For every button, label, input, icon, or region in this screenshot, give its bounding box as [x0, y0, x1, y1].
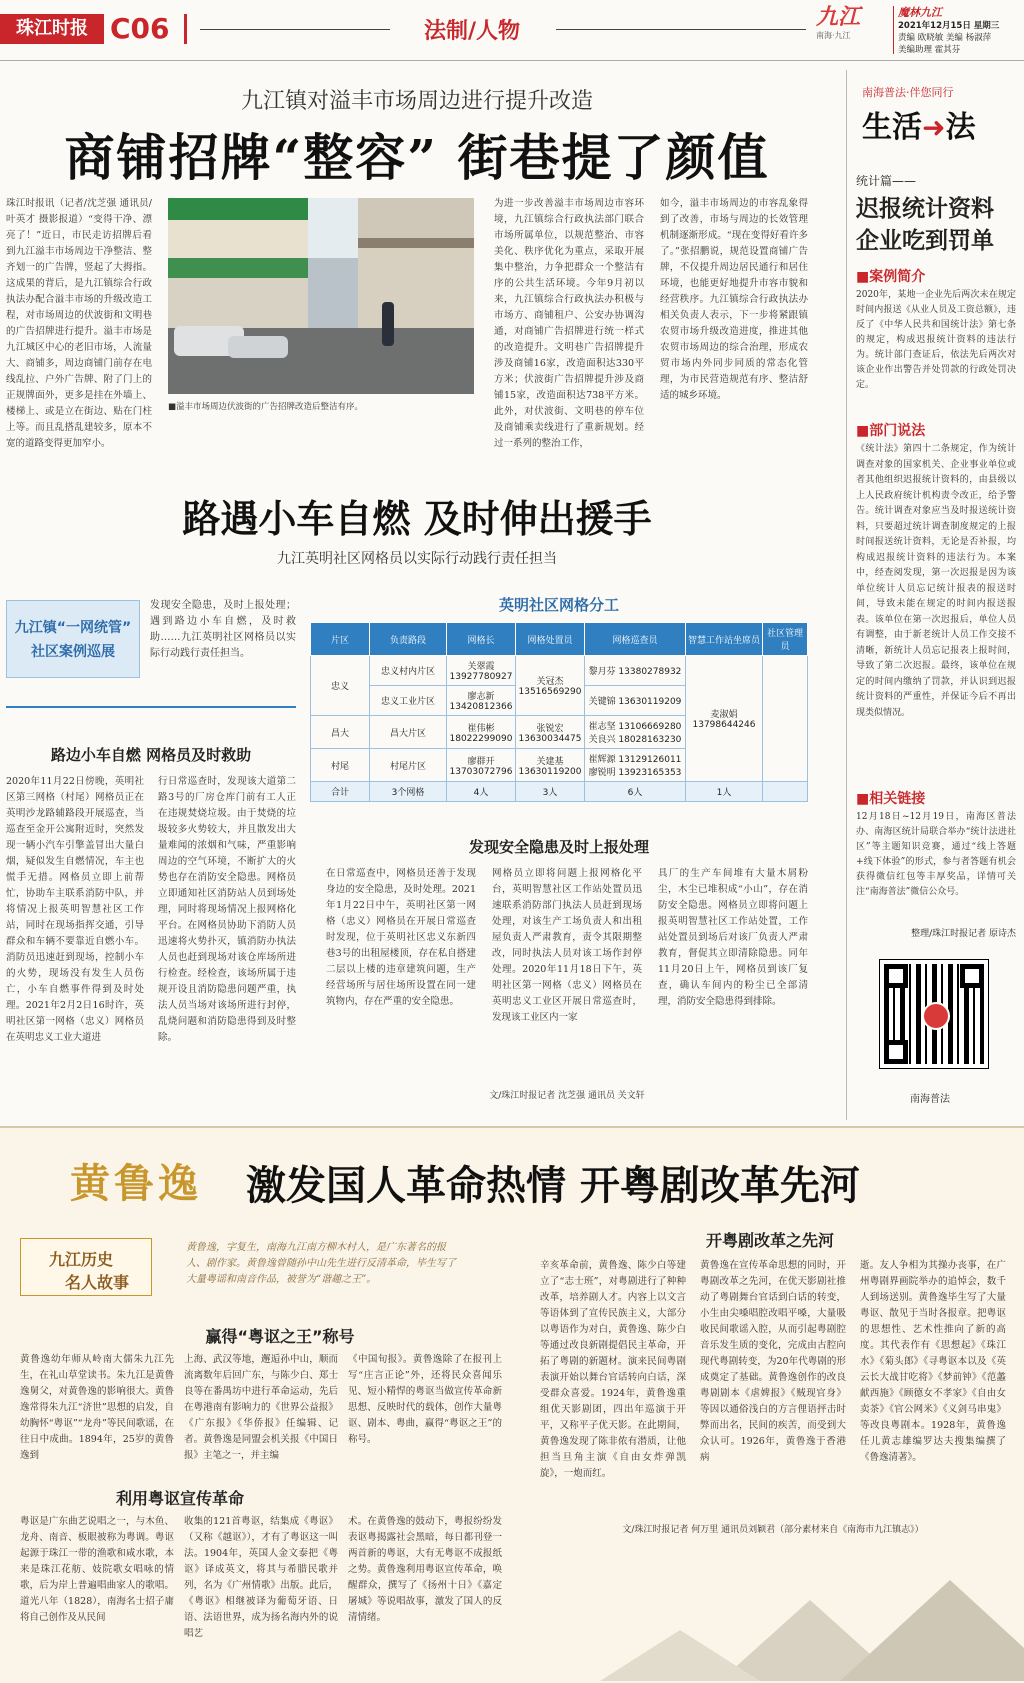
header-rule [0, 60, 1024, 61]
region-logo [816, 6, 890, 48]
article3-name: 黄鲁逸 [70, 1160, 202, 1207]
sidebar-s1-title: ■案例简介 [856, 269, 926, 285]
sidebar-logo [862, 102, 1002, 152]
cell-head: 廖志新 13420812366 [447, 686, 516, 716]
photo-right-building [358, 198, 474, 348]
grid-table [310, 622, 808, 802]
article2-sub1: 路边小车自燃 网格员及时救助 [50, 746, 252, 764]
masthead-rule-left [200, 29, 390, 30]
mountain [600, 1630, 760, 1681]
th-head: 网格长 [447, 623, 516, 656]
badge-line1: 九江镇“一网统管” [14, 620, 132, 636]
cell-manager [763, 656, 808, 782]
cell-total-patrol: 6人 [585, 782, 686, 802]
photo-pedestrian [382, 302, 394, 346]
th-road: 负责路段 [370, 623, 447, 656]
cell-disposer: 关建基 13630119200 [516, 749, 585, 782]
article3-body8: 黄鲁逸在宣传革命思想的同时，开粤剧改革之先河，在优天影剧社推动了粤剧舞台官话到白话的转变，小生由尖嗓唱腔改唱平嗓，大量吸收民间歌谣入腔，从而引起粤剧腔音乐发生质的变化，完成由古腔向现代粤剧转变，为20年代粤剧的形成奠定了基础。黄鲁逸创作的改良粤剧剧本《虐婢报》《贼现官身》等因以通俗浅白的方言俚语抨击时弊而出名，民间的疾苦，而受到大众认可。1926年，黄鲁逸于香港病 [700, 1260, 846, 1463]
cell-road: 村尾片区 [370, 749, 447, 782]
mountain [840, 1580, 1024, 1681]
th-disposer: 网格处置员 [516, 623, 585, 656]
sidebar-s3-title: ■相关链接 [856, 791, 926, 807]
article2-body2: 行日常巡查时，发现该大道第二路3号的厂房仓库门前有工人正在违规焚烧垃圾。由于焚烧的垃圾较多火势较大，并且散发出大量难闻的浓烟和气味，严重影响周边的空气环境，不断扩大的火势也存在消防安全隐患。网格员立即通知社区消防站人员到场处理，同时将现场情况上报网格化平台。在网格员协助下消防人员迅速将火势扑灭，镇消防办执法人员也赶到现场对该仓库场所进行检查。经检查，该场所属于违规开设且消防隐患问题严重，执法人员当场对该场所进行封停，乱烧问题和消防隐患得到及时整除。 [158, 776, 296, 1043]
th-manager: 社区管理员 [763, 623, 808, 656]
page-number: C06 [110, 12, 170, 45]
region-name: 魔林九江 [898, 6, 942, 19]
article3-headline: 激发国人革命热情 开粤剧改革先河 [246, 1162, 860, 1209]
cell-total-label: 合计 [311, 782, 370, 802]
cell-total-manager [763, 782, 808, 802]
article3-sub1: 赢得“粤讴之王”称号 [205, 1327, 355, 1346]
sidebar-series: 统计篇—— [856, 174, 917, 188]
sidebar-tag: 南海普法·伴您同行 [862, 86, 954, 99]
section-rule [6, 706, 296, 708]
cell-road: 忠义工业片区 [370, 686, 447, 716]
article1-headline: 商铺招牌“整容” 街巷提了颜值 [64, 128, 770, 187]
article3-body4: 粤讴是广东曲艺说唱之一，与木鱼、龙舟、南音、板眼被称为粤调。粤讴起源于珠江一带的渔歌和咸水歌，本来是珠江花舫、妓院歌女唱咏的情歌，后为岸上普遍唱曲家人的歌唱。道光八年（1828），南海名士招子庸将自己创作及从民间 [20, 1516, 174, 1623]
badge-line2: 社区案例巡展 [31, 644, 115, 660]
table-total-row [311, 782, 808, 802]
cell-total-seat: 1人 [686, 782, 763, 802]
cell-head: 崔伟彬 18022299090 [447, 716, 516, 749]
editor-assistant: 美编助理 霍其芬 [898, 45, 961, 55]
cell-seat: 麦淑娟 13798644246 [686, 656, 763, 782]
cell-head: 廖群开 13703072796 [447, 749, 516, 782]
cell-total-disposer: 3人 [516, 782, 585, 802]
article3-sub2: 利用粤讴宣传革命 [115, 1489, 244, 1508]
qr-corner [960, 964, 984, 988]
cell-head: 关翠霞 13927780927 [447, 656, 516, 686]
cell-patrol: 崔辉源 13129126011 廖锐明 13923165353 [585, 749, 686, 782]
sidebar-s2-text: 《统计法》第四十二条规定，作为统计调查对象的国家机关、企业事业单位或者其他组织迟报统计资料的，由县级以上人民政府统计机构责令改正，给予警告。统计调查对象应当及时报送统计资料，只要超过统计调查制度规定的上报时间报送统计资料，无论是否补报，均构成迟报统计资料的违法行为。本案中，经查阅发现，第一次迟报是因为该单位统计人员忘记统计报表的报送时间，导致未能在规定的时间内报送报表。该单位在第一次迟报后，单位人员有调整，由于新老统计人员工作交接不清晰，新统计人员忘记报表上报时间，导致了第二次迟报。最终，该单位在规定的时间内缴纳了罚款，并认识到迟报统计资料的严重性，并保证今后不再出现类似情况。 [856, 444, 1016, 718]
cell-road: 忠义村内片区 [370, 656, 447, 686]
sidebar-s3-text: 12月18日~12月19日，南海区普法办、南海区统计局联合举办“统计法进社区”等主题知识竞赛，通过“线上答题+线下体验”的形式，参与者答题有机会获得微信红包等丰厚奖品，详情可关注“南海普法”微信公众号。 [856, 812, 1016, 897]
landscape-illustration [540, 1560, 1024, 1681]
article3-body9: 逝。友人争相为其操办丧事，在广州粤剧界画院举办的追悼会，数千人到场送别。黄鲁逸毕生写了大量粤讴、散见于当时各报章。把粤讴的思想性、艺术性推向了新的高度。其代表作有《思想起》《珠江水》《菊头郎》《寻粤讴本以及《英云长大战甘吃将》《梦前钟》《范蠡献西施》《顾德女不孝家》《自由女卖茶》《官公网米》《义剑马串鬼》等改良粤剧本。1928年，黄鲁逸任儿黄志雄编罗达夫搜集编撰了《鲁逸清著》。 [860, 1260, 1006, 1463]
cell-patrol: 黎月芬 13380278932 [585, 656, 686, 686]
article3-credit: 文/珠江时报记者 何万里 通讯员刘颖君（部分素材来自《南海市九江镇志》） [622, 1525, 924, 1535]
column-badge [20, 1238, 152, 1296]
cell-total-grid: 3个网格 [370, 782, 447, 802]
th-patrol: 网格巡查员 [585, 623, 686, 656]
law-arrow-icon: ➜ [922, 111, 946, 144]
sidebar-rule [846, 70, 847, 1120]
sidebar-s3-credit: 整理/珠江时报记者 原诗杰 [911, 929, 1016, 939]
article1-col1: 珠江时报讯（记者/沈芝强 通讯员/叶英才 摄影报道）“变得干净、漂亮了！”近日，市民走访招牌后看到九江溢丰市场周边干净整洁、整齐划一的广告牌，竖起了大拇指。这成果的背后，是九江镇综合行政执法办配合溢丰市场的升级改造工程，对市场周边的伏波街和文明巷的广告招牌进行提升。溢丰市场是九江城区中心的老旧市场，人流量大、商铺多，周边商铺门前存在电线乱拉、户外广告牌、附了门上的正规牌面外，更多是挂在外墙上、楼梯上、或是立在街边、贴在门柱上等。而且乱搭乱建较多，原本不宽的道路变得更加窄小。 [6, 198, 152, 449]
cell-zone: 村尾 [311, 749, 370, 782]
cell-zone: 昌大 [311, 716, 370, 749]
table-header-row [311, 623, 808, 656]
article3-body7: 辛亥革命前，黄鲁逸、陈少白等建立了“志士班”，对粤剧进行了种种改革，培养剧人才。内容上以文言等语体到了宣传民族主义，大部分以粤语作为对白，黄鲁逸、陈少白等通过改良新剧提倡民主革命，开拓了粤剧的新题材。演来民间粤剧表演开始以舞台官话转向白话，深受群众喜爱。1924年，黄鲁逸重组优天影剧团，四出年巡演于开平，又称平子优天影。在此期间，黄鲁逸发现了陈非侬有潜质，让他担当旦角主演《自由女炸弹凯旋》，一炮而红。 [540, 1260, 686, 1479]
article3-body5: 收集的121首粤讴，结集成《粤讴》（又称《越讴》），才有了粤讴这一叫法。1904年，英国人金文泰把《粤讴》译成英文，将其与希腊民歌并列，名为《广州情歌》出版。此后，《粤讴》相继被译为葡萄牙语、日语、法语世界，成为扬名海内外的说唱艺 [184, 1516, 338, 1639]
photo-car [228, 336, 288, 358]
article2-body3: 在日常巡查中，网格员还善于发现身边的安全隐患，及时处理。2021年1月22日中午，英明社区第一网格（忠义）网格员在开展日常巡查时发现，位于英明社区忠义东新四巷3号的出租屋楼顶，存在私自搭建二层以上楼的违章建筑问题，生产经营场所与居住场所设置在同一建筑物内，存在严重的安全隐患。 [326, 868, 476, 1007]
cell-patrol: 关键锦 13630119209 [585, 686, 686, 716]
article3-body3: 《中国旬报》。黄鲁逸除了在报刊上写“庄言正论”外，还将民众喜闻乐见、短小精悍的粤讴当做宣传革命新思想、反映时代的载体，创作大量粤讴、剧本、粤曲，赢得“粤讴之王”的称号。 [348, 1354, 502, 1445]
series-badge [6, 600, 140, 678]
logo-caption: 南海·九江 [816, 31, 851, 40]
article1-col2: 为进一步改善溢丰市场周边市容环境，九江镇综合行政执法部门联合市场所属单位，以规范整治、市容美化、秩序优化为重点，采取开展集中整治，力争把群众一个整洁有序的公共生活环境。今年9月初以来，九江镇综合行政执法办积极与市场方、商铺租户、公安办协调沟通，对商铺广告招牌进行统一样式的改造提升。文明巷广告招牌提升涉及商铺16家，改造面积达330平方米；伏波街广告招牌提升涉及商铺15家，改造面积达738平方米。此外，对伏波街、文明巷的停车位及商铺乘卖线进行了重新规划。经过一系列的整治工作， [494, 198, 644, 449]
article2-body5: 具厂的生产车间堆有大量木屑粉尘，木尘已堆积成“小山”，存在消防安全隐患。网格员立即将问题上报英明智慧社区工作站处置，工作站处置员到场后对该厂负责人严肃教育，督促其立即清除隐患。同年11月20日上午，网格员到该厂复查，确认车间内的粉尘已全部清理，消防安全隐患得到排除。 [658, 868, 808, 1007]
article3-intro: 黄鲁逸，字复生，南海九江南方柳木村人，是广东著名的报人、剧作家。黄鲁逸曾随孙中山先生进行反清革命，毕生写了大量粤谣和南音作品，被誉为“谐趣之王”。 [186, 1242, 456, 1285]
logo-right: 法 [945, 110, 976, 145]
editor-credits: 责编 欧晓敏 美编 杨淑萍 [898, 33, 992, 43]
article2-headline: 路遇小车自燃 及时伸出援手 [182, 496, 652, 541]
section-title: 法制/人物 [423, 19, 521, 44]
article2-body1: 2020年11月22日傍晚，英明社区第三网格（村尾）网格员正在英明沙龙路辅路段开展巡查，当巡查至金开公寓附近时，突然发现一辆小汽车引擎盖冒出大量白烟，疑似发生自燃情况，车主也慌手无措。网格员立即上前帮忙，协助车主联系消防中队，并将情况上报英明智慧社区工作站，同时在现场指挥交通，引导群众和车辆不要靠近自燃小车。消防员迅速赶到现场，控制小车的火势，现场没有发生人员伤亡，小车自燃事件得到及时处理。2021年2月2日16时许，英明社区第一网格（忠义）网格员在英明忠义工业大道进 [6, 776, 144, 1043]
article3-body2: 上海、武汉等地，邂逅孙中山，顺而流离数年后回广东，与陈少白、郑士良等在番禺坊中进行革命运动，先后在粤港南有影响力的《世界公益报》《广东报》《华侨报》任编辑、记者。黄鲁逸是同盟会机关报《中国日报》主笔之一，并主编 [184, 1354, 338, 1460]
cell-disposer: 关冠杰 13516569290 [516, 656, 585, 716]
paper-logo: 珠江时报 [0, 14, 104, 44]
cell-patrol: 崔志坚 13106669280 关良兴 18028163230 [585, 716, 686, 749]
issue-date: 2021年12月15日 星期三 [898, 21, 1000, 31]
column-badge-line1: 九江历史 [49, 1250, 114, 1269]
qr-code[interactable] [880, 960, 988, 1068]
cell-zone: 忠义 [311, 656, 370, 716]
logo-mark: 九江 [816, 5, 861, 30]
qr-caption: 南海普法 [910, 1094, 950, 1105]
article3-body1: 黄鲁逸幼年师从岭南大儒朱九江先生，在礼山草堂读书。朱九江是黄鲁逸舅父，对黄鲁逸的影响很大。黄鲁逸常得朱九江“济世”思想的启发，自幼胸怀“粤讴”“龙舟”等民间歌谣，在往日中成曲。1894年，25岁的黄鲁逸到 [20, 1354, 174, 1460]
article2-credit: 文/珠江时报记者 沈芝强 通讯员 关文轩 [489, 1091, 645, 1101]
sidebar-headline-1: 迟报统计资料 [856, 195, 994, 222]
divider [184, 14, 187, 44]
article2-intro: 发现安全隐患，及时上报处理；遇到路边小车自燃，及时救助……九江英明社区网格员以实际行动践行责任担当。 [150, 600, 296, 659]
qr-center-logo [922, 1002, 950, 1030]
cell-road: 昌大片区 [370, 716, 447, 749]
logo-left: 生活 [862, 110, 922, 145]
cell-disposer: 张锐宏 13630034475 [516, 716, 585, 749]
article3-body6: 术。在黄鲁逸的鼓动下，粤报纷纷发表讴粤揭露社会黑暗，每日都刊登一两首新的粤讴，大有无粤讴不成报纸之势。黄鲁逸利用粤讴宣传革命，唤醒群众，撰写了《扬州十日》《嘉定屠城》等说唱故事，激发了国人的反清情绪。 [348, 1516, 502, 1623]
article1-photo [168, 198, 474, 394]
qr-corner [884, 964, 908, 988]
cell-total-head: 4人 [447, 782, 516, 802]
article2-kicker: 九江英明社区网格员以实际行动践行责任担当 [277, 551, 557, 567]
masthead-divider [893, 6, 894, 54]
photo-caption: ■溢丰市场周边伏波街的广告招牌改造后整洁有序。 [168, 402, 364, 412]
sidebar-headline-2: 企业吃到罚单 [856, 227, 994, 254]
article2-body4: 网格员立即将问题上报网格化平台，英明智慧社区工作站处置员迅速联系消防部门执法人员赶到现场处理，对该生产工场负责人和出租屋负责人严肃教育，责令其限期整改，同时执法人员对该工场作封停处理。2020年11月18日下午，英明社区第一网格（忠义）网格员在英明忠义工业区开展日常巡查时，发现该工业区内一家 [492, 868, 642, 1023]
qr-corner [884, 1040, 908, 1064]
article2-sub2: 发现安全隐患及时上报处理 [468, 838, 649, 856]
table-title: 英明社区网格分工 [498, 596, 619, 614]
column-badge-line2: 名人故事 [65, 1273, 130, 1292]
th-zone: 片区 [311, 623, 370, 656]
sidebar-s1-text: 2020年，某地一企业先后两次未在规定时间内报送《从业人员及工资总额》，违反了《中华人民共和国统计法》第七条的规定，构成迟报统计资料的违法行为。统计部门查证后，依法先后两次对该企业作出警告并处罚款的行政处罚决定。 [856, 290, 1016, 390]
article1-col3: 如今，溢丰市场周边的市容乱象得到了改善，市场与周边的长效管理机制逐渐形成。“现在变得好看许多了。”张招鹏说，规范设置商铺广告牌，不仅提升周边居民通行和居住环境，也能更好地提升市容市貌和经营秩序。九江镇综合行政执法办相关负责人表示，下一步将紧跟镇农贸市场升级改造进度，推进其他农贸市场周边的综合治理，形成农贸市场内外同步同质的常态化管理，为市民营造规范有序、整洁舒适的城乡环境。 [660, 198, 808, 401]
masthead-rule-right [556, 29, 806, 30]
article1-kicker: 九江镇对溢丰市场周边进行提升改造 [240, 89, 593, 114]
sidebar-s2-title: ■部门说法 [856, 423, 926, 439]
article3-sub3: 开粤剧改革之先河 [705, 1231, 834, 1250]
table-row [311, 656, 808, 686]
th-seat: 智慧工作站坐席员 [686, 623, 763, 656]
